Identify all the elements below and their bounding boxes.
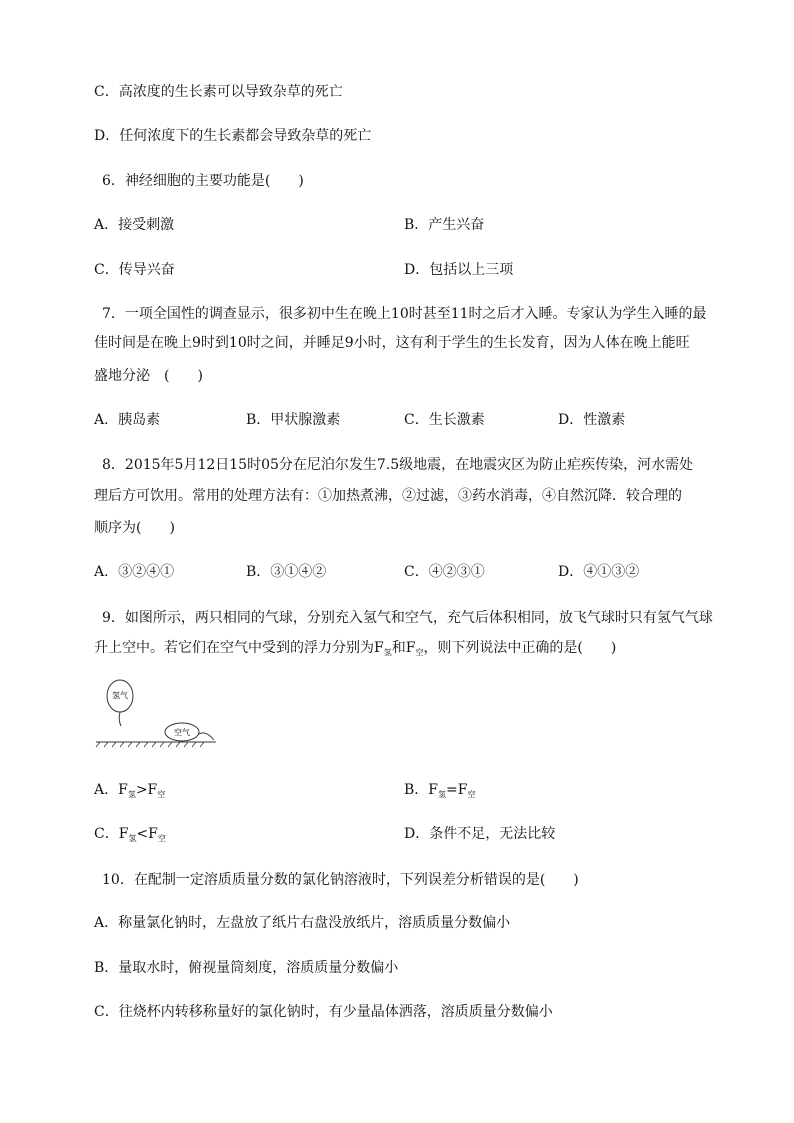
q8-option-a: A．③②④① (94, 564, 175, 580)
q9-option-c: C．$F_氢<F_空$ (94, 826, 166, 843)
q10-stem: 10．在配制一定溶质质量分数的氯化钠溶液时，下列误差分析错误的是( ) (102, 872, 579, 888)
q8-option-d: D．④①③② (558, 564, 640, 580)
q6-stem: 6．神经细胞的主要功能是( ) (102, 173, 304, 189)
q9-option-b: B．$F_氢=F_空$ (404, 782, 476, 799)
q7-stem-line-2: 佳时间是在晚上9时到10时之间，并睡足9小时，这有利于学生的生长发育，因为人体在晚上能旺 (94, 335, 690, 351)
q9-stem-line-1: 9．如图所示，两只相同的气球，分别充入氢气和空气，充气后体积相同，放飞气球时只有氢气气球 (102, 610, 713, 626)
q5-option-c: C．高浓度的生长素可以导致杂草的死亡 (94, 84, 343, 100)
ground-hatch (96, 742, 204, 747)
q9-option-a: A．$F_氢>F_空$ (94, 782, 166, 799)
subscript-air: 空 (415, 648, 424, 657)
q8-stem-line-2: 理后方可饮用。常用的处理方法有：①加热煮沸，②过滤，③药水消毒，④自然沉降．较合理的 (94, 488, 682, 504)
label-air: 空气 (174, 728, 190, 737)
q6-option-d: D．包括以上三项 (404, 262, 514, 278)
q6-option-c: C．传导兴奋 (94, 262, 175, 278)
q7-option-c: C．生长激素 (404, 412, 485, 428)
q8-option-b: B．③①④② (246, 564, 327, 580)
q9-option-d: D．条件不足，无法比较 (404, 826, 556, 842)
label-hydrogen: 氢气 (112, 691, 128, 700)
q7-stem-line-3: 盛地分泌 ( ) (94, 368, 203, 384)
q10-option-b: B．量取水时，俯视量筒刻度，溶质质量分数偏小 (94, 960, 399, 976)
q8-option-c: C．④②③① (404, 564, 485, 580)
q5-option-d: D．任何浓度下的生长素都会导致杂草的死亡 (94, 128, 372, 144)
subscript-hydrogen: 氢 (383, 648, 392, 657)
q10-option-c: C．往烧杯内转移称量好的氯化钠时，有少量晶体洒落，溶质质量分数偏小 (94, 1004, 553, 1020)
q6-option-a: A．接受刺激 (94, 217, 175, 233)
q7-option-a: A．胰岛素 (94, 412, 161, 428)
q6-option-b: B．产生兴奋 (404, 217, 485, 233)
q8-stem-line-3: 顺序为( ) (94, 520, 175, 536)
q7-option-d: D．性激素 (558, 412, 626, 428)
q9-stem-line-2: 升上空中。若它们在空气中受到的浮力分别为$F_氢$和$F_空$，则下列说法中正确的是( ) (94, 640, 617, 657)
q10-option-a: A．称量氯化钠时，左盘放了纸片右盘没放纸片，溶质质量分数偏小 (94, 915, 511, 931)
q7-stem-line-1: 7．一项全国性的调查显示，很多初中生在晚上10时甚至11时之后才入睡。专家认为学生入睡的最 (102, 306, 707, 322)
balloon-figure (94, 676, 218, 750)
q7-option-b: B．甲状腺激素 (246, 412, 341, 428)
q8-stem-line-1: 8．2015年5月12日15时05分在尼泊尔发生7.5级地震，在地震灾区为防止疟疾传染，河水需处 (102, 457, 694, 473)
